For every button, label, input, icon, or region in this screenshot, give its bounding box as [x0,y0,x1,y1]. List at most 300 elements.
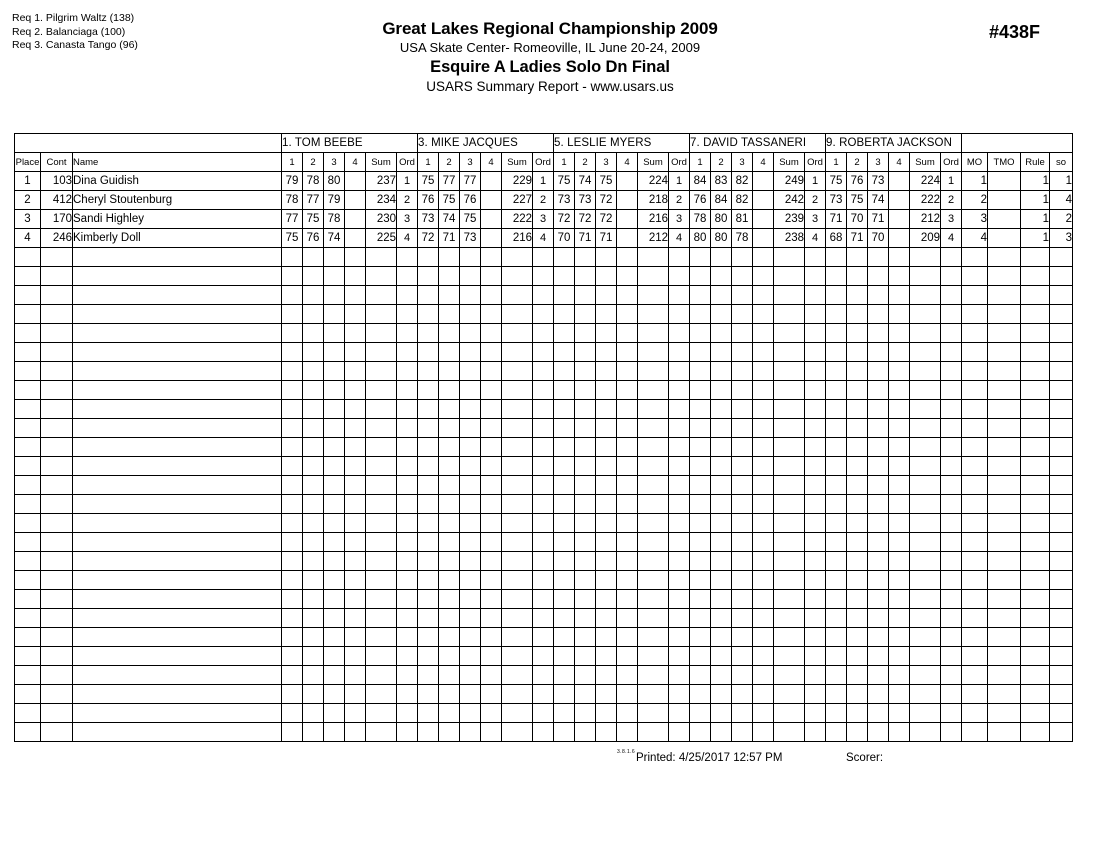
cell-empty [732,324,753,343]
cell-empty [910,723,941,742]
cell-empty [826,476,847,495]
cell-empty [418,552,439,571]
cell-empty [826,381,847,400]
cell-empty [554,362,575,381]
event-code: #438F [988,22,1040,42]
cell-empty [324,419,345,438]
cell-j1-s4 [345,172,366,191]
cell-empty [889,628,910,647]
cell-empty [962,343,988,362]
cell-empty [638,628,669,647]
cell-empty [711,267,732,286]
cell-empty [282,609,303,628]
cell-empty [753,400,774,419]
cell-empty [638,685,669,704]
cell-j2-ord: 4 [533,229,554,248]
cell-empty [397,590,418,609]
requirement-line [12,39,138,53]
cell-j4-s1: 80 [690,229,711,248]
cell-empty [805,514,826,533]
cell-j5-sum: 212 [910,210,941,229]
cell-empty [988,552,1021,571]
cell-empty [554,324,575,343]
cell-name: Sandi Highley [73,210,282,229]
cell-empty [962,533,988,552]
cell-j4-s1: 78 [690,210,711,229]
cell-empty [596,286,617,305]
cell-empty [753,343,774,362]
cell-empty [460,647,481,666]
cell-empty [481,362,502,381]
cell-empty [638,609,669,628]
cell-empty [826,571,847,590]
cell-empty [366,628,397,647]
cell-empty [303,457,324,476]
cell-empty [774,324,805,343]
requirement-label: Req [12,39,32,51]
cell-empty [324,666,345,685]
cell-j4-s2: 80 [711,229,732,248]
cell-empty [303,495,324,514]
cell-empty [533,571,554,590]
cell-empty [73,343,282,362]
cell-empty [418,267,439,286]
cell-empty [711,571,732,590]
cell-empty [690,343,711,362]
cell-empty [418,590,439,609]
cell-empty [575,343,596,362]
cell-empty [889,286,910,305]
column-header-j2-ord: Ord [533,153,554,172]
cell-empty [345,552,366,571]
cell-empty [533,533,554,552]
cell-empty [753,324,774,343]
judge-header-5: 9. ROBERTA JACKSON [826,134,962,153]
column-header-j3-1: 1 [554,153,575,172]
cell-empty [282,647,303,666]
column-header-j4-3: 3 [732,153,753,172]
cell-empty [638,400,669,419]
cell-j2-s3: 77 [460,172,481,191]
cell-empty [847,305,868,324]
cell-j5-s4 [889,229,910,248]
cell-empty [533,248,554,267]
cell-empty [732,571,753,590]
cell-mo: 2 [962,191,988,210]
cell-empty [805,685,826,704]
cell-empty [15,590,41,609]
cell-empty [617,286,638,305]
cell-empty [868,286,889,305]
cell-empty [690,305,711,324]
column-header-so: so [1050,153,1073,172]
cell-empty [690,552,711,571]
cell-j4-ord: 1 [805,172,826,191]
cell-empty [418,305,439,324]
cell-empty [15,514,41,533]
cell-empty [324,324,345,343]
cell-empty [617,343,638,362]
cell-empty [941,609,962,628]
cell-j4-sum: 242 [774,191,805,210]
column-header-j5-sum: Sum [910,153,941,172]
cell-empty [1050,533,1073,552]
cell-j5-s3: 71 [868,210,889,229]
cell-j2-s3: 73 [460,229,481,248]
cell-empty [41,666,73,685]
cell-empty [15,438,41,457]
cell-empty [910,590,941,609]
cell-empty [418,609,439,628]
cell-empty [439,267,460,286]
cell-empty [1021,685,1050,704]
cell-empty [617,666,638,685]
cell-empty [345,419,366,438]
cell-empty [481,666,502,685]
cell-empty [502,628,533,647]
cell-empty [988,400,1021,419]
cell-empty [962,305,988,324]
cell-empty [324,533,345,552]
cell-empty [502,704,533,723]
cell-empty [41,704,73,723]
cell-empty [638,343,669,362]
cell-j4-s2: 80 [711,210,732,229]
cell-empty [439,457,460,476]
cell-empty [617,647,638,666]
cell-empty [868,628,889,647]
cell-empty [941,400,962,419]
cell-empty [481,419,502,438]
cell-empty [345,267,366,286]
cell-empty [502,457,533,476]
cell-empty [41,362,73,381]
cell-empty [366,381,397,400]
cell-j1-s1: 78 [282,191,303,210]
cell-empty [988,609,1021,628]
cell-empty [439,590,460,609]
cell-empty [774,628,805,647]
cell-empty [638,286,669,305]
cell-empty [669,419,690,438]
cell-empty [554,476,575,495]
cell-empty [711,324,732,343]
table-row [15,419,1073,438]
cell-empty [397,533,418,552]
column-header-j1-2: 2 [303,153,324,172]
cell-empty [596,704,617,723]
cell-empty [868,438,889,457]
cell-empty [690,533,711,552]
cell-empty [805,419,826,438]
cell-empty [366,723,397,742]
cell-empty [481,647,502,666]
table-row [15,457,1073,476]
cell-empty [345,381,366,400]
cell-empty [669,343,690,362]
cell-empty [73,609,282,628]
cell-empty [303,666,324,685]
cell-empty [962,457,988,476]
cell-empty [847,267,868,286]
requirement-label: Req [12,12,32,24]
cell-empty [439,666,460,685]
cell-empty [345,628,366,647]
cell-empty [988,362,1021,381]
cell-empty [460,305,481,324]
table-row [15,590,1073,609]
cell-empty [753,248,774,267]
column-header-j1-ord: Ord [397,153,418,172]
cell-j3-s1: 73 [554,191,575,210]
cell-empty [732,419,753,438]
cell-empty [41,590,73,609]
cell-empty [575,457,596,476]
cell-empty [1050,704,1073,723]
cell-empty [397,343,418,362]
cell-empty [554,514,575,533]
cell-empty [711,476,732,495]
cell-empty [575,267,596,286]
cell-empty [847,400,868,419]
cell-empty [805,343,826,362]
cell-empty [73,495,282,514]
cell-empty [669,609,690,628]
cell-empty [711,400,732,419]
cell-j4-s2: 84 [711,191,732,210]
cell-empty [41,552,73,571]
cell-empty [805,400,826,419]
cell-empty [753,457,774,476]
cell-empty [575,438,596,457]
cell-empty [41,438,73,457]
cell-empty [638,248,669,267]
cell-empty [596,438,617,457]
column-header-j2-2: 2 [439,153,460,172]
cell-empty [962,666,988,685]
cell-empty [910,305,941,324]
cell-empty [15,324,41,343]
cell-empty [554,704,575,723]
cell-empty [910,286,941,305]
cell-empty [418,457,439,476]
cell-empty [1021,552,1050,571]
cell-empty [847,286,868,305]
cell-empty [753,362,774,381]
cell-empty [533,552,554,571]
cell-empty [596,343,617,362]
cell-empty [533,666,554,685]
cell-j3-s3: 72 [596,210,617,229]
cell-empty [889,495,910,514]
cell-empty [847,514,868,533]
cell-empty [439,438,460,457]
cell-empty [41,343,73,362]
cell-empty [15,647,41,666]
cell-empty [15,571,41,590]
cell-j2-sum: 222 [502,210,533,229]
cell-empty [826,647,847,666]
cell-j1-ord: 4 [397,229,418,248]
cell-empty [439,362,460,381]
requirement-number: 1. [34,12,43,24]
cell-empty [805,571,826,590]
cell-empty [774,286,805,305]
cell-empty [889,552,910,571]
cell-empty [460,552,481,571]
cell-empty [826,628,847,647]
cell-empty [732,666,753,685]
column-header-j3-4: 4 [617,153,638,172]
table-row [15,172,1073,191]
table-row [15,628,1073,647]
cell-mo: 1 [962,172,988,191]
cell-empty [941,704,962,723]
cell-empty [460,723,481,742]
cell-empty [481,343,502,362]
cell-empty [345,571,366,590]
cell-empty [303,305,324,324]
cell-empty [1021,590,1050,609]
cell-empty [868,381,889,400]
cell-empty [366,514,397,533]
cell-empty [941,419,962,438]
cell-empty [73,381,282,400]
cell-empty [397,609,418,628]
cell-empty [753,590,774,609]
cell-empty [941,571,962,590]
cell-empty [324,609,345,628]
table-row [15,248,1073,267]
cell-empty [439,305,460,324]
cell-empty [1021,438,1050,457]
cell-empty [345,324,366,343]
cell-empty [732,685,753,704]
cell-j2-ord: 3 [533,210,554,229]
cell-empty [439,685,460,704]
cell-empty [575,514,596,533]
cell-empty [1050,305,1073,324]
cell-empty [753,267,774,286]
cell-j4-sum: 239 [774,210,805,229]
cell-empty [303,419,324,438]
cell-empty [805,286,826,305]
column-header-j2-sum: Sum [502,153,533,172]
cell-tmo [988,172,1021,191]
cell-name: Dina Guidish [73,172,282,191]
cell-empty [805,552,826,571]
cell-empty [868,647,889,666]
cell-empty [41,324,73,343]
cell-empty [774,495,805,514]
cell-empty [502,248,533,267]
cell-empty [711,533,732,552]
cell-empty [481,457,502,476]
cell-empty [533,362,554,381]
cell-empty [502,590,533,609]
cell-empty [533,305,554,324]
cell-empty [366,533,397,552]
cell-empty [418,533,439,552]
cell-empty [690,476,711,495]
cell-empty [690,267,711,286]
cell-empty [988,457,1021,476]
cell-empty [439,571,460,590]
column-header-rule: Rule [1021,153,1050,172]
cell-j1-s4 [345,191,366,210]
cell-empty [596,533,617,552]
cell-empty [1021,400,1050,419]
cell-empty [805,704,826,723]
cell-empty [596,400,617,419]
cell-empty [418,343,439,362]
cell-empty [439,552,460,571]
cell-empty [418,324,439,343]
cell-empty [324,552,345,571]
cell-empty [397,552,418,571]
cell-empty [533,723,554,742]
cell-empty [418,666,439,685]
cell-empty [303,723,324,742]
cell-j4-s4 [753,172,774,191]
cell-empty [481,533,502,552]
cell-empty [554,723,575,742]
cell-empty [15,305,41,324]
cell-empty [282,666,303,685]
cell-empty [847,381,868,400]
cell-j2-sum: 227 [502,191,533,210]
cell-empty [41,609,73,628]
cell-empty [753,552,774,571]
column-header-j4-ord: Ord [805,153,826,172]
cell-empty [774,609,805,628]
column-header-j4-1: 1 [690,153,711,172]
column-header-j2-4: 4 [481,153,502,172]
cell-j3-ord: 3 [669,210,690,229]
cell-empty [397,286,418,305]
cell-empty [282,419,303,438]
cell-empty [345,704,366,723]
cell-j2-s3: 75 [460,210,481,229]
cell-place: 2 [15,191,41,210]
cell-empty [711,362,732,381]
cell-empty [711,343,732,362]
cell-j2-ord: 2 [533,191,554,210]
cell-empty [753,685,774,704]
cell-empty [439,419,460,438]
version-stamp: 3.8.1.6 [617,749,636,755]
cell-empty [418,381,439,400]
cell-empty [910,248,941,267]
cell-empty [1050,647,1073,666]
cell-empty [324,514,345,533]
cell-empty [910,552,941,571]
cell-empty [868,666,889,685]
cell-empty [502,286,533,305]
cell-empty [439,514,460,533]
cell-empty [533,590,554,609]
cell-empty [1021,381,1050,400]
cell-empty [847,704,868,723]
cell-j1-s2: 78 [303,172,324,191]
cell-empty [73,628,282,647]
cell-empty [941,343,962,362]
cell-empty [753,628,774,647]
cell-empty [805,666,826,685]
cell-empty [460,590,481,609]
cell-empty [617,457,638,476]
cell-empty [941,438,962,457]
